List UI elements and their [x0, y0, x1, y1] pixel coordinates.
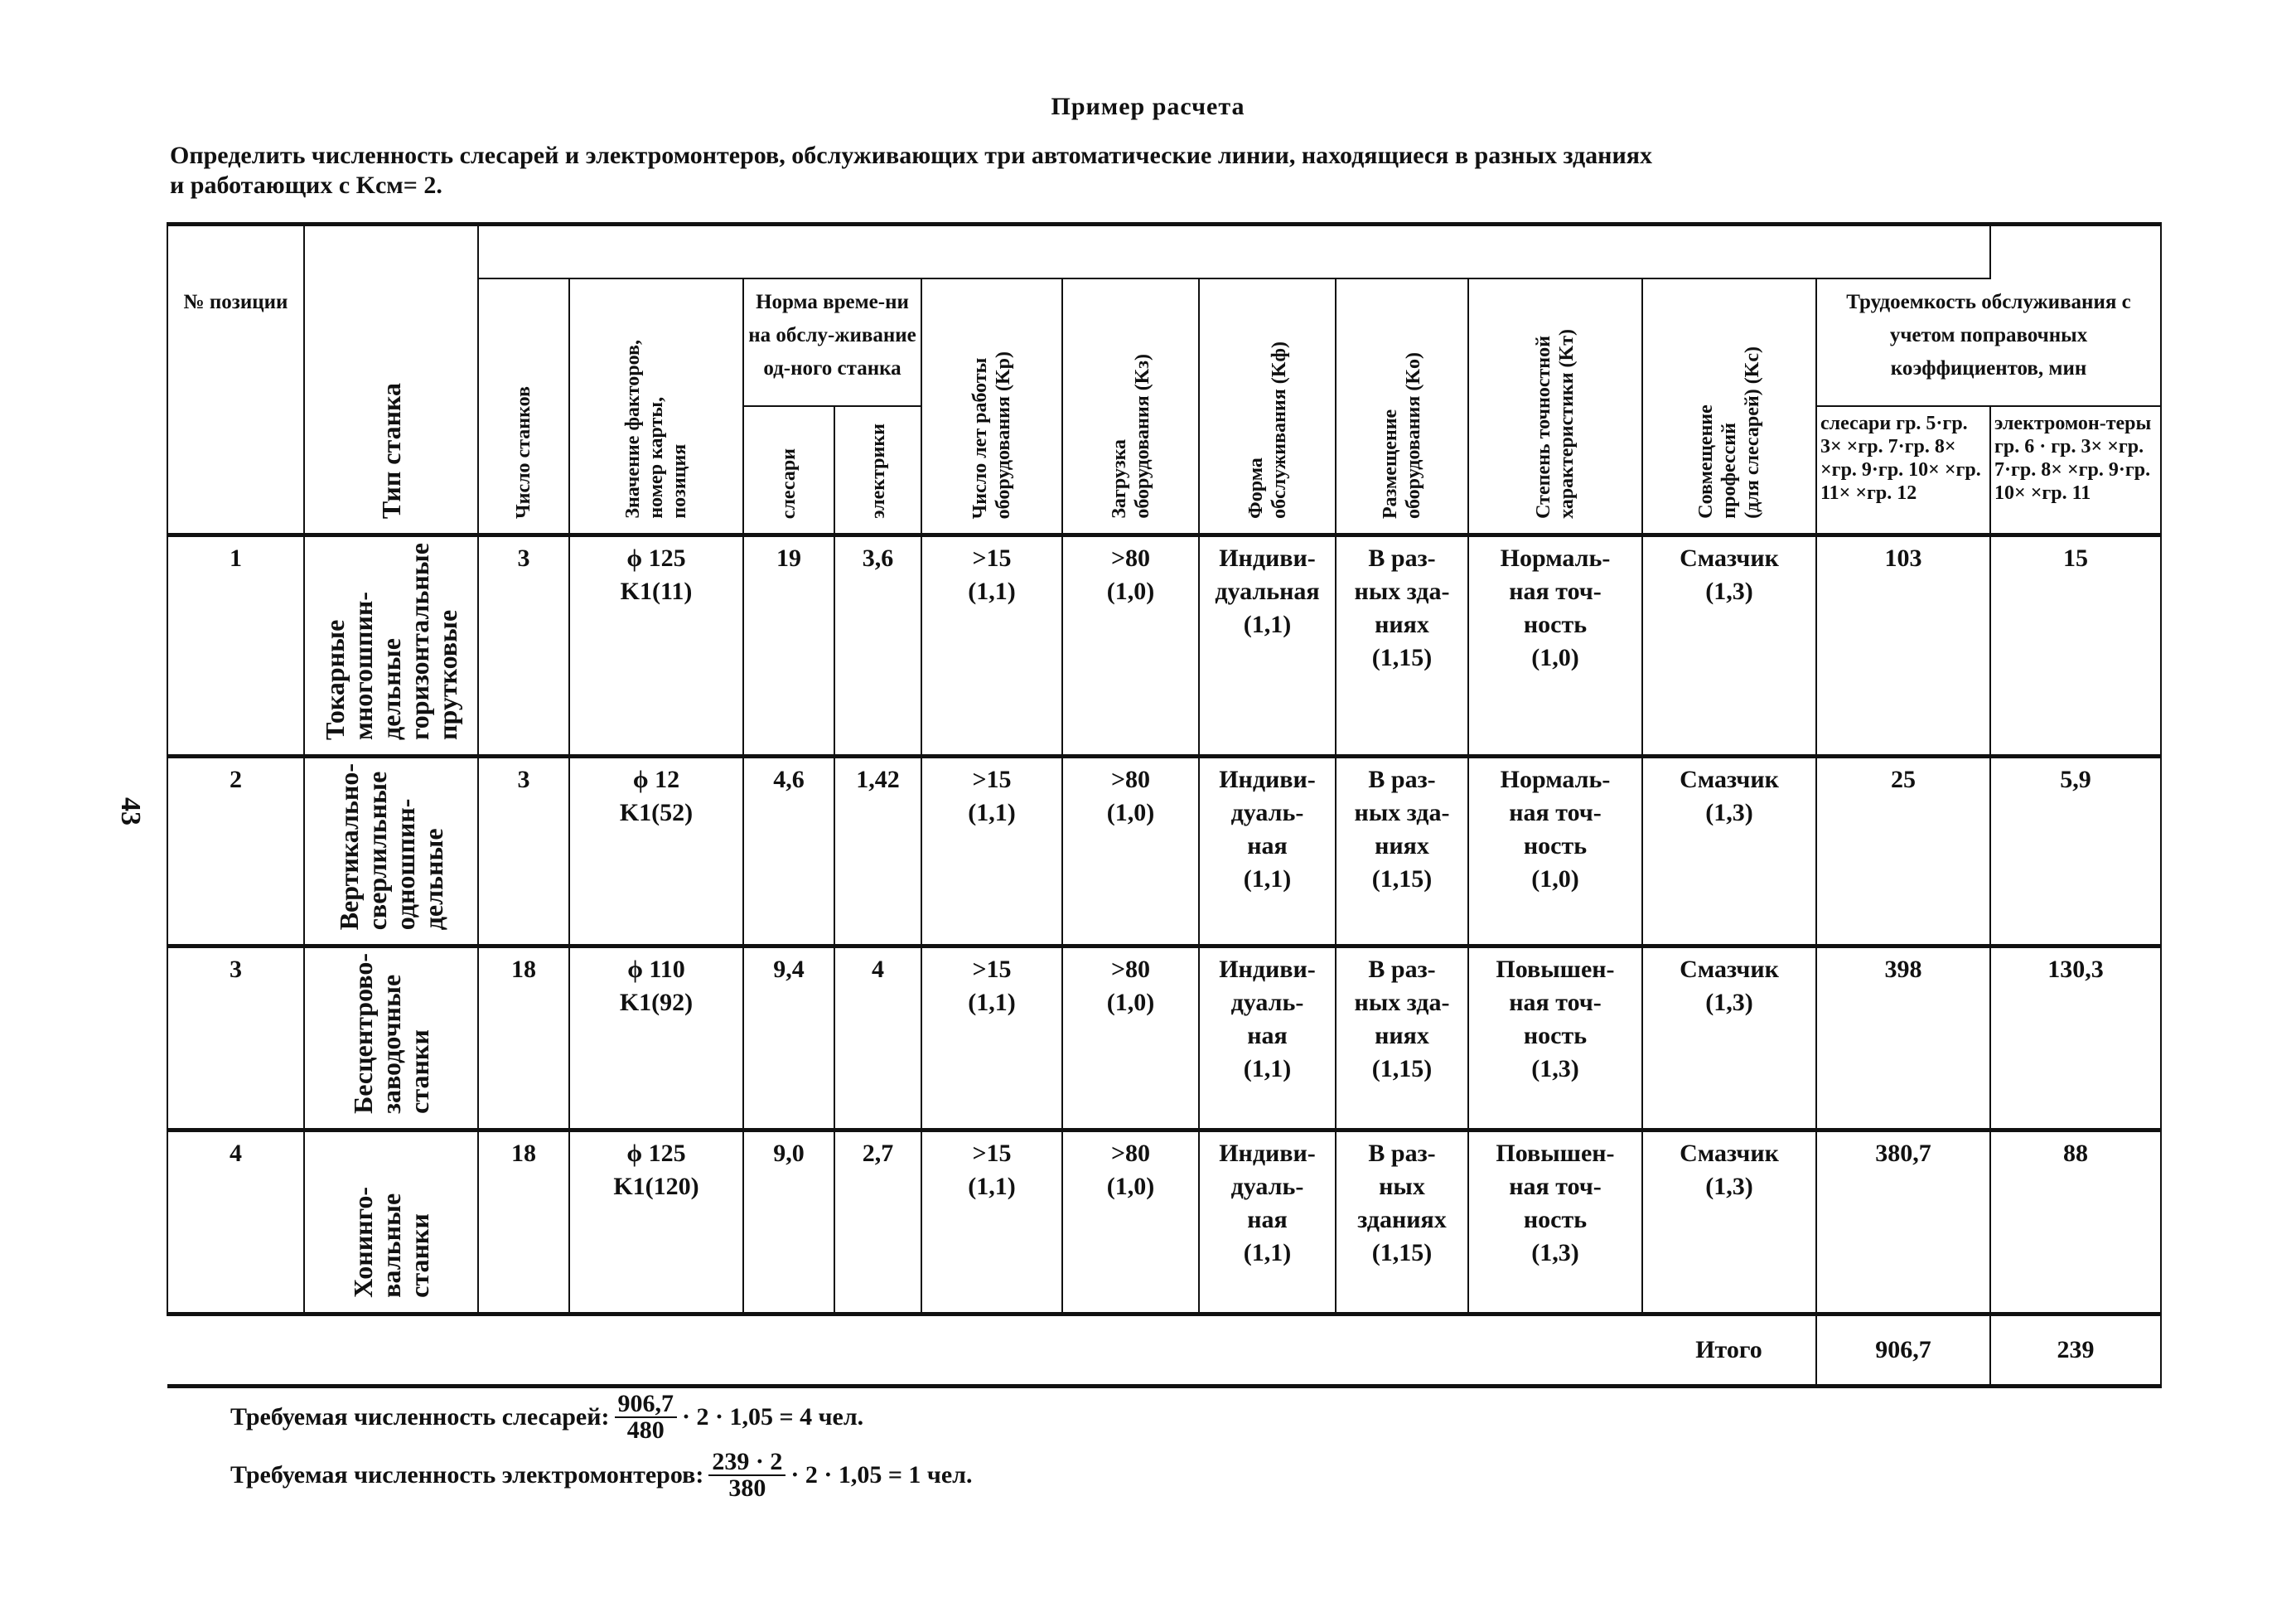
cell-num: 4: [167, 1130, 304, 1314]
cell-accuracy: Повышен- ная точ- ность (1,3): [1468, 946, 1642, 1130]
formula-sles-label: Требуемая численность слесарей:: [230, 1403, 610, 1431]
cell-place: В раз- ных зда- ниях (1,15): [1336, 535, 1468, 757]
cell-combine: Смазчик (1,3): [1642, 535, 1816, 757]
cell-count: 18: [478, 946, 569, 1130]
cell-num: 3: [167, 946, 304, 1130]
header-place: Размещение оборудования (Kо): [1336, 278, 1468, 535]
cell-accuracy: Нормаль- ная точ- ность (1,0): [1468, 757, 1642, 946]
header-accuracy: Степень точностной характеристики (Kт): [1468, 278, 1642, 535]
cell-count: 18: [478, 1130, 569, 1314]
cell-load: >80 (1,0): [1062, 535, 1199, 757]
cell-type: Хонинго- вальные станки: [304, 1130, 478, 1314]
cell-el: 3,6: [834, 535, 921, 757]
header-years: Число лет работы оборудования (Kр): [921, 278, 1062, 535]
cell-labor-el: 130,3: [1990, 946, 2161, 1130]
table-row: [167, 946, 2161, 1130]
header-type: Тип станка: [304, 225, 478, 535]
cell-form: Индиви- дуаль- ная (1,1): [1199, 757, 1336, 946]
cell-factors: ϕ 125 K1(11): [569, 535, 743, 757]
formula-el-numerator: 239 · 2: [708, 1450, 785, 1476]
cell-labor-sles: 103: [1816, 535, 1990, 757]
cell-load: >80 (1,0): [1062, 1130, 1199, 1314]
formula-sles-fraction: [615, 1392, 678, 1443]
table-row: [167, 1130, 2161, 1314]
cell-place: В раз- ных зда- ниях (1,15): [1336, 757, 1468, 946]
header-count: Число станков: [478, 278, 569, 535]
total-sles: 906,7: [1816, 1314, 1990, 1387]
cell-labor-sles: 25: [1816, 757, 1990, 946]
cell-count: 3: [478, 535, 569, 757]
header-blank-band: [478, 225, 1990, 279]
table-row: [167, 535, 2161, 757]
cell-form: Индиви- дуальная (1,1): [1199, 535, 1336, 757]
cell-combine: Смазчик (1,3): [1642, 757, 1816, 946]
cell-form: Индиви- дуаль- ная (1,1): [1199, 1130, 1336, 1314]
formulas: [230, 1392, 973, 1500]
cell-labor-sles: 398: [1816, 946, 1990, 1130]
formula-sles-rest: · 2 · 1,05 = 4 чел.: [682, 1403, 864, 1431]
task-line-1: Определить численность слесарей и электромонтеров, обслуживающих три автоматические линии, находящиеся в разных зданиях: [170, 142, 1652, 169]
task-line-2: и работающих с Kсм= 2.: [170, 172, 442, 199]
formula-el-fraction: [708, 1450, 785, 1501]
cell-combine: Смазчик (1,3): [1642, 946, 1816, 1130]
cell-load: >80 (1,0): [1062, 946, 1199, 1130]
cell-num: 1: [167, 535, 304, 757]
cell-factors: ϕ 125 K1(120): [569, 1130, 743, 1314]
cell-factors: ϕ 110 K1(92): [569, 946, 743, 1130]
page-number: 43: [115, 797, 146, 825]
header-num: № позиции: [167, 225, 304, 535]
calculation-table: [167, 222, 2162, 1388]
cell-count: 3: [478, 757, 569, 946]
formula-sles-numerator: 906,7: [615, 1392, 678, 1418]
cell-years: >15 (1,1): [921, 535, 1062, 757]
cell-place: В раз- ных зданиях (1,15): [1336, 1130, 1468, 1314]
total-el: 239: [1990, 1314, 2161, 1387]
cell-sles: 4,6: [743, 757, 834, 946]
cell-accuracy: Повышен- ная точ- ность (1,3): [1468, 1130, 1642, 1314]
cell-load: >80 (1,0): [1062, 757, 1199, 946]
header-combine: Совмещение профессий (для слесарей) (Kс): [1642, 278, 1816, 535]
header-factors: Значение факторов, номер карты, позиция: [569, 278, 743, 535]
header-form: Форма обслуживания (Kф): [1199, 278, 1336, 535]
total-row: [167, 1314, 2161, 1387]
cell-labor-sles: 380,7: [1816, 1130, 1990, 1314]
cell-labor-el: 5,9: [1990, 757, 2161, 946]
formula-sles: [230, 1392, 973, 1442]
total-blank: [167, 1314, 1642, 1387]
total-label: Итого: [1642, 1314, 1816, 1387]
header-labor-text: Трудоемкость обслуживания с учетом поправочных коэффициентов, мин: [1816, 278, 2161, 406]
header-labor-el: электромон-теры гр. 6 · гр. 3× ×гр. 7·гр. 8× ×гр. 9·гр. 10× ×гр. 11: [1990, 406, 2161, 535]
table-row: [167, 757, 2161, 946]
formula-sles-denominator: 480: [626, 1416, 665, 1444]
header-labor-sles: слесари гр. 5·гр. 3× ×гр. 7·гр. 8× ×гр. 9·гр. 10× ×гр. 11× ×гр. 12: [1816, 406, 1990, 535]
header-norm-el: электрики: [834, 406, 921, 535]
formula-el-label: Требуемая численность электромонтеров:: [230, 1461, 704, 1489]
formula-el: [230, 1450, 973, 1500]
header-norm-sles: слесари: [743, 406, 834, 535]
header-norm: Норма време-ни на обслу-живание од-ного станка: [743, 278, 921, 406]
cell-num: 2: [167, 757, 304, 946]
formula-el-rest: · 2 · 1,05 = 1 чел.: [790, 1461, 973, 1489]
cell-type: Токарные многошпин- дельные горизонтальные прутковые: [304, 535, 478, 757]
cell-sles: 19: [743, 535, 834, 757]
cell-sles: 9,4: [743, 946, 834, 1130]
cell-type: Бесцентрово- заводочные станки: [304, 946, 478, 1130]
cell-el: 2,7: [834, 1130, 921, 1314]
header-load: Загрузка оборудования (Kз): [1062, 278, 1199, 535]
task-statement: [170, 141, 2076, 201]
cell-form: Индиви- дуаль- ная (1,1): [1199, 946, 1336, 1130]
cell-labor-el: 15: [1990, 535, 2161, 757]
cell-sles: 9,0: [743, 1130, 834, 1314]
header-labor: [1990, 225, 2161, 279]
cell-el: 1,42: [834, 757, 921, 946]
cell-el: 4: [834, 946, 921, 1130]
formula-el-denominator: 380: [728, 1474, 766, 1502]
cell-years: >15 (1,1): [921, 1130, 1062, 1314]
page-title: Пример расчета: [1051, 93, 1245, 120]
cell-years: >15 (1,1): [921, 757, 1062, 946]
cell-accuracy: Нормаль- ная точ- ность (1,0): [1468, 535, 1642, 757]
cell-labor-el: 88: [1990, 1130, 2161, 1314]
cell-type: Вертикально- сверлильные одношпин- дельные: [304, 757, 478, 946]
cell-place: В раз- ных зда- ниях (1,15): [1336, 946, 1468, 1130]
cell-years: >15 (1,1): [921, 946, 1062, 1130]
cell-factors: ϕ 12 K1(52): [569, 757, 743, 946]
cell-combine: Смазчик (1,3): [1642, 1130, 1816, 1314]
